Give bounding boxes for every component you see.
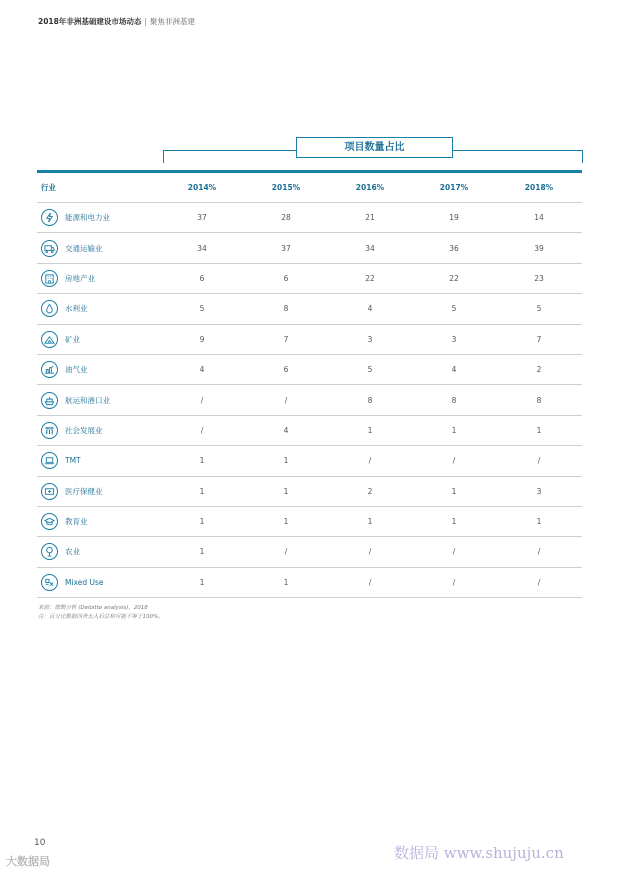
value-cell: 1: [244, 446, 328, 476]
value-cell: 22: [412, 263, 496, 293]
mine-icon: [41, 331, 58, 348]
industry-cell: [37, 354, 160, 384]
table-row: [37, 476, 582, 506]
column-header-2018: 2018%: [496, 173, 582, 203]
value-cell: 21: [328, 203, 412, 233]
value-cell: 1: [160, 446, 244, 476]
watermark-logo: 大数据局: [6, 855, 50, 868]
value-cell: 8: [328, 385, 412, 415]
graduation-cap-icon: [41, 513, 58, 530]
value-cell: 37: [160, 203, 244, 233]
source-note: 来源：德勤分析 (Deloitte analysis)，2018: [38, 605, 148, 611]
mixed-use-icon: [41, 574, 58, 591]
table-notes: [38, 604, 164, 622]
value-cell: 1: [244, 567, 328, 597]
header-separator: |: [144, 17, 147, 26]
table-caption: 项目数量占比: [296, 137, 453, 158]
value-cell: 34: [160, 233, 244, 263]
value-cell: 4: [328, 294, 412, 324]
value-cell: 3: [412, 324, 496, 354]
industry-cell: [37, 415, 160, 445]
industry-cell: [37, 506, 160, 536]
column-header-industry: 行业: [37, 173, 160, 203]
value-cell: 23: [496, 263, 582, 293]
value-cell: 6: [244, 354, 328, 384]
value-cell: /: [328, 446, 412, 476]
value-cell: 4: [160, 354, 244, 384]
industry-label: Mixed Use: [65, 577, 104, 587]
industry-label: 医疗保健业: [65, 486, 103, 496]
table-row: [37, 294, 582, 324]
value-cell: /: [412, 446, 496, 476]
value-cell: 4: [412, 354, 496, 384]
value-cell: /: [412, 567, 496, 597]
water-drop-icon: [41, 300, 58, 317]
column-header-2016: 2016%: [328, 173, 412, 203]
table-row: [37, 385, 582, 415]
industry-cell: [37, 324, 160, 354]
value-cell: 8: [412, 385, 496, 415]
table-row: [37, 506, 582, 536]
value-cell: 1: [160, 476, 244, 506]
value-cell: 5: [496, 294, 582, 324]
value-cell: 5: [160, 294, 244, 324]
lightning-icon: [41, 209, 58, 226]
value-cell: 8: [496, 385, 582, 415]
table-row: [37, 446, 582, 476]
rounding-note: 注：百分比数据四舍五入后总和可能不等于100%。: [38, 614, 164, 620]
value-cell: 19: [412, 203, 496, 233]
report-subtitle: 聚焦非洲基建: [149, 17, 195, 26]
people-icon: [41, 422, 58, 439]
value-cell: 3: [328, 324, 412, 354]
value-cell: /: [328, 567, 412, 597]
table-row: [37, 567, 582, 597]
value-cell: /: [496, 537, 582, 567]
value-cell: /: [496, 446, 582, 476]
column-header-2017: 2017%: [412, 173, 496, 203]
industry-cell: [37, 446, 160, 476]
value-cell: 1: [160, 567, 244, 597]
industry-label: 社会发展业: [65, 425, 103, 435]
industry-cell: [37, 203, 160, 233]
industry-label: 教育业: [65, 517, 88, 527]
laptop-icon: [41, 452, 58, 469]
value-cell: /: [328, 537, 412, 567]
industry-cell: [37, 233, 160, 263]
value-cell: 5: [412, 294, 496, 324]
value-cell: 37: [244, 233, 328, 263]
table-row: [37, 354, 582, 384]
value-cell: 3: [496, 476, 582, 506]
industry-label: 农业: [65, 547, 80, 557]
industry-cell: [37, 537, 160, 567]
value-cell: 22: [328, 263, 412, 293]
value-cell: 7: [496, 324, 582, 354]
value-cell: 1: [496, 415, 582, 445]
industry-cell: [37, 263, 160, 293]
table-row: [37, 537, 582, 567]
industry-label: 油气业: [65, 365, 88, 375]
table-row: [37, 203, 582, 233]
industry-label: TMT: [65, 456, 81, 466]
value-cell: /: [244, 537, 328, 567]
value-cell: 1: [412, 415, 496, 445]
value-cell: 7: [244, 324, 328, 354]
industry-cell: [37, 567, 160, 597]
watermark-url: 数据局 www.shujuju.cn: [394, 844, 564, 862]
industry-label: 能源和电力业: [65, 213, 110, 223]
value-cell: 5: [328, 354, 412, 384]
table-row: [37, 233, 582, 263]
value-cell: /: [160, 415, 244, 445]
value-cell: 1: [244, 476, 328, 506]
ship-icon: [41, 392, 58, 409]
report-title: 2018年非洲基础建设市场动态: [38, 17, 142, 26]
industry-cell: [37, 476, 160, 506]
value-cell: 2: [328, 476, 412, 506]
oil-gas-icon: [41, 361, 58, 378]
table-row: [37, 324, 582, 354]
page-number: 10: [34, 838, 46, 848]
value-cell: /: [412, 537, 496, 567]
value-cell: 34: [328, 233, 412, 263]
building-icon: [41, 270, 58, 287]
value-cell: 39: [496, 233, 582, 263]
value-cell: 1: [496, 506, 582, 536]
industry-label: 矿业: [65, 334, 80, 344]
industry-table: [37, 173, 582, 598]
truck-icon: [41, 240, 58, 257]
value-cell: /: [160, 385, 244, 415]
industry-label: 房地产业: [65, 273, 95, 283]
value-cell: 9: [160, 324, 244, 354]
table-row: [37, 415, 582, 445]
value-cell: 6: [160, 263, 244, 293]
value-cell: 1: [160, 506, 244, 536]
value-cell: 28: [244, 203, 328, 233]
industry-cell: [37, 294, 160, 324]
tree-icon: [41, 543, 58, 560]
page-header: [38, 16, 195, 27]
industry-label: 交通运输业: [65, 243, 103, 253]
table-row: [37, 263, 582, 293]
value-cell: 36: [412, 233, 496, 263]
industry-label: 航运和港口业: [65, 395, 110, 405]
value-cell: 6: [244, 263, 328, 293]
value-cell: 1: [412, 506, 496, 536]
industry-label: 水利业: [65, 304, 88, 314]
value-cell: 14: [496, 203, 582, 233]
value-cell: 8: [244, 294, 328, 324]
value-cell: 1: [328, 415, 412, 445]
value-cell: 1: [160, 537, 244, 567]
value-cell: 4: [244, 415, 328, 445]
value-cell: /: [496, 567, 582, 597]
medical-icon: [41, 483, 58, 500]
value-cell: 1: [244, 506, 328, 536]
value-cell: /: [244, 385, 328, 415]
value-cell: 1: [412, 476, 496, 506]
column-header-2014: 2014%: [160, 173, 244, 203]
industry-cell: [37, 385, 160, 415]
value-cell: 1: [328, 506, 412, 536]
value-cell: 2: [496, 354, 582, 384]
table-header-row: [37, 173, 582, 203]
column-header-2015: 2015%: [244, 173, 328, 203]
